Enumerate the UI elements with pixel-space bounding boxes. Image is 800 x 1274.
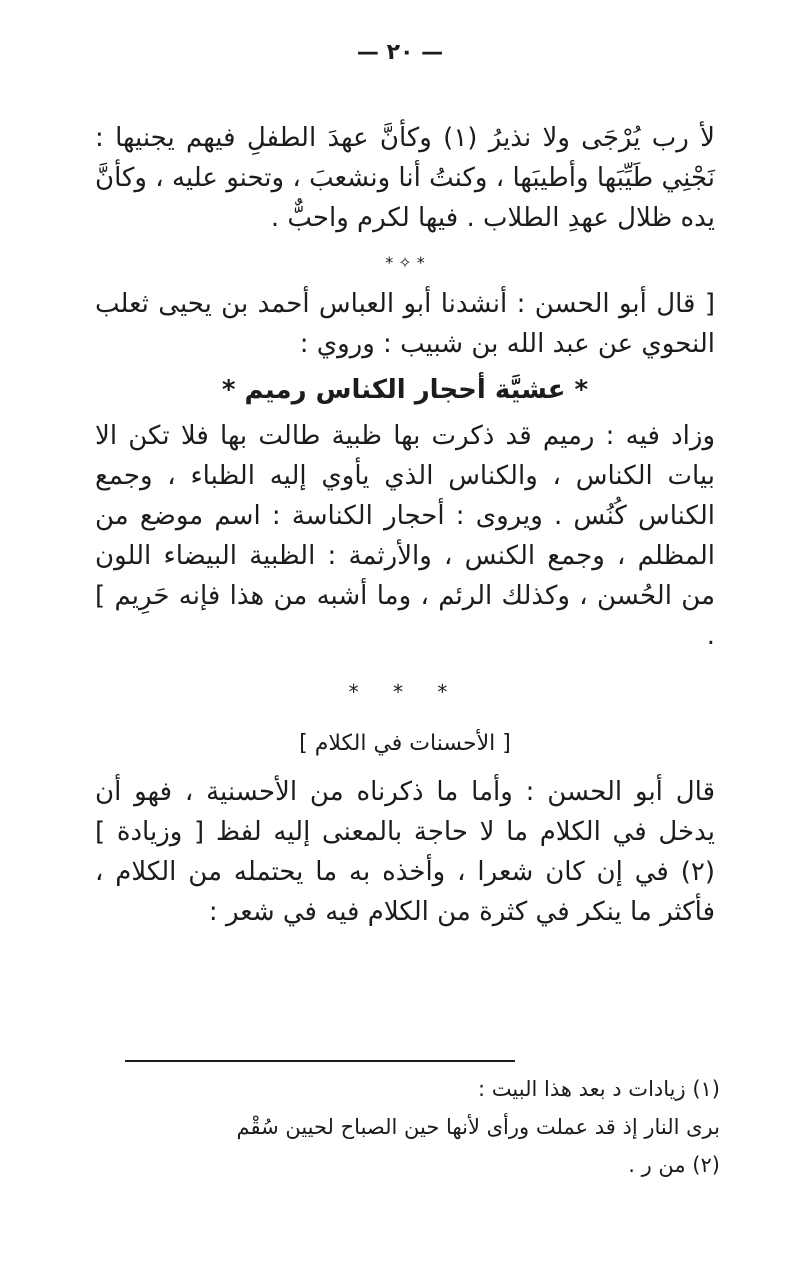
verse-line: * عشيَّة أحجار الكناس رميم * xyxy=(221,375,589,405)
paragraph-4: قال أبو الحسن : وأما ما ذكرناه من الأحسنية ، فهو أن يدخل في الكلام ما لا حاجة بالمعنى إليه لفظ [ وزيادة ] (٢) في إن كان شعرا ، وأخذه به ما يحتمله من الكلام ، فأكثر ما ينكر في كثرة من الكلام فيه في شعر : xyxy=(95,777,715,927)
footnotes xyxy=(100,1070,720,1184)
paragraph-2: [ قال أبو الحسن : أنشدنا أبو العباس أحمد بن يحيى ثعلب النحوي عن عبد الله بن شبيب : وروي : xyxy=(95,289,715,359)
ornament-divider: * ✧ * xyxy=(385,253,425,272)
footnote-2: (٢) من ر . xyxy=(628,1153,720,1177)
page-body xyxy=(95,118,715,932)
footnote-1-verse: برى النار إذ قد عملت ورأى لأنها حين الصباح لحيين سُقْم xyxy=(236,1115,720,1139)
section-heading: [ الأحسنات في الكلام ] xyxy=(299,731,511,756)
page-number: — ٢٠ — xyxy=(356,40,444,65)
footnote-separator xyxy=(125,1060,515,1062)
footnote-1-label: (١) زيادات د بعد هذا البيت : xyxy=(478,1077,720,1101)
section-stars-divider: * * * xyxy=(348,680,462,704)
paragraph-3: وزاد فيه : رميم قد ذكرت بها ظبية طالت بها فلا تكن الا بيات الكناس ، والكناس الذي يأوي إليه الظباء ، وجمع الكناس كُنُس . ويروى : أحجار الكناسة : اسم موضع من المظلم ، وجمع الكنس ، والأرثمة : الظبية البيضاء اللون من الحُسن ، وكذلك الرئم ، وما أشبه من هذا فإنه حَرِيم ] . xyxy=(95,421,715,651)
paragraph-1: لأ رب يُرْجَى ولا نذيرُ (١) وكأنَّ عهدَ الطفلِ فيهم يجنيها : نَجْنِي طَيِّبَها وأطيبَها ، وكنتُ أنا ونشعبَ ، وتحنو عليه ، وكأنَّ يده ظلال عهدِ الطلاب . فيها لكرم واحبٌّ . xyxy=(95,123,715,233)
